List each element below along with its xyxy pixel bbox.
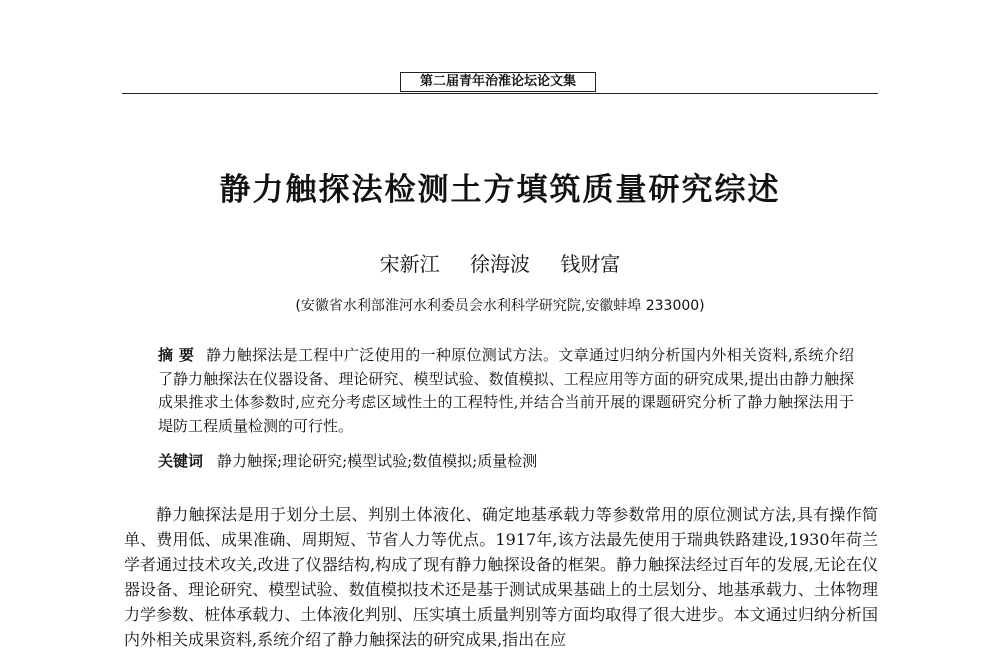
author: 钱财富	[560, 252, 621, 276]
keywords-text: 静力触探;理论研究;模型试验;数值模拟;质量检测	[217, 452, 538, 470]
abstract	[158, 344, 854, 438]
keywords	[158, 450, 854, 473]
abstract-label: 摘 要	[158, 346, 195, 364]
author-list	[0, 251, 1000, 277]
affiliation: (安徽省水利部淮河水利委员会水利科学研究院,安徽蚌埠 233000)	[295, 298, 705, 314]
keywords-label: 关键词	[158, 452, 204, 470]
body-paragraph: 静力触探法是用于划分土层、判别土体液化、确定地基承载力等参数常用的原位测试方法,具有操作简单、费用低、成果准确、周期短、节省人力等优点。1917年,该方法最先使用于瑞典铁路建设,1930年荷兰学者通过技术攻关,改进了仪器结构,构成了现有静力触探设备的框架。静力触探法经过百年的发展,无论在仪器设备、理论研究、模型试验、数值模拟技术还是基于测试成果基础上的土层划分、地基承载力、土体物理力学参数、桩体承载力、土体液化判别、压实填土质量判别等方面均取得了很大进步。本文通过归纳分析国内外相关成果资料,系统介绍了静力触探法的研究成果,指出在应	[124, 505, 878, 649]
abstract-text: 静力触探法是工程中广泛使用的一种原位测试方法。文章通过归纳分析国内外相关资料,系统介绍了静力触探法在仪器设备、理论研究、模型试验、数值模拟、工程应用等方面的研究成果,提出由静力触探成果推求土体参数时,应充分考虑区域性土的工程特性,并结合当前开展的课题研究分析了静力触探法用于堤防工程质量检测的可行性。	[158, 346, 854, 435]
author: 徐海波	[470, 252, 530, 276]
collection-header: 第二届青年治淮论坛论文集	[400, 72, 596, 92]
paper-title: 静力触探法检测土方填筑质量研究综述	[219, 172, 781, 208]
author: 宋新江	[379, 252, 440, 276]
header-rule	[122, 93, 878, 94]
